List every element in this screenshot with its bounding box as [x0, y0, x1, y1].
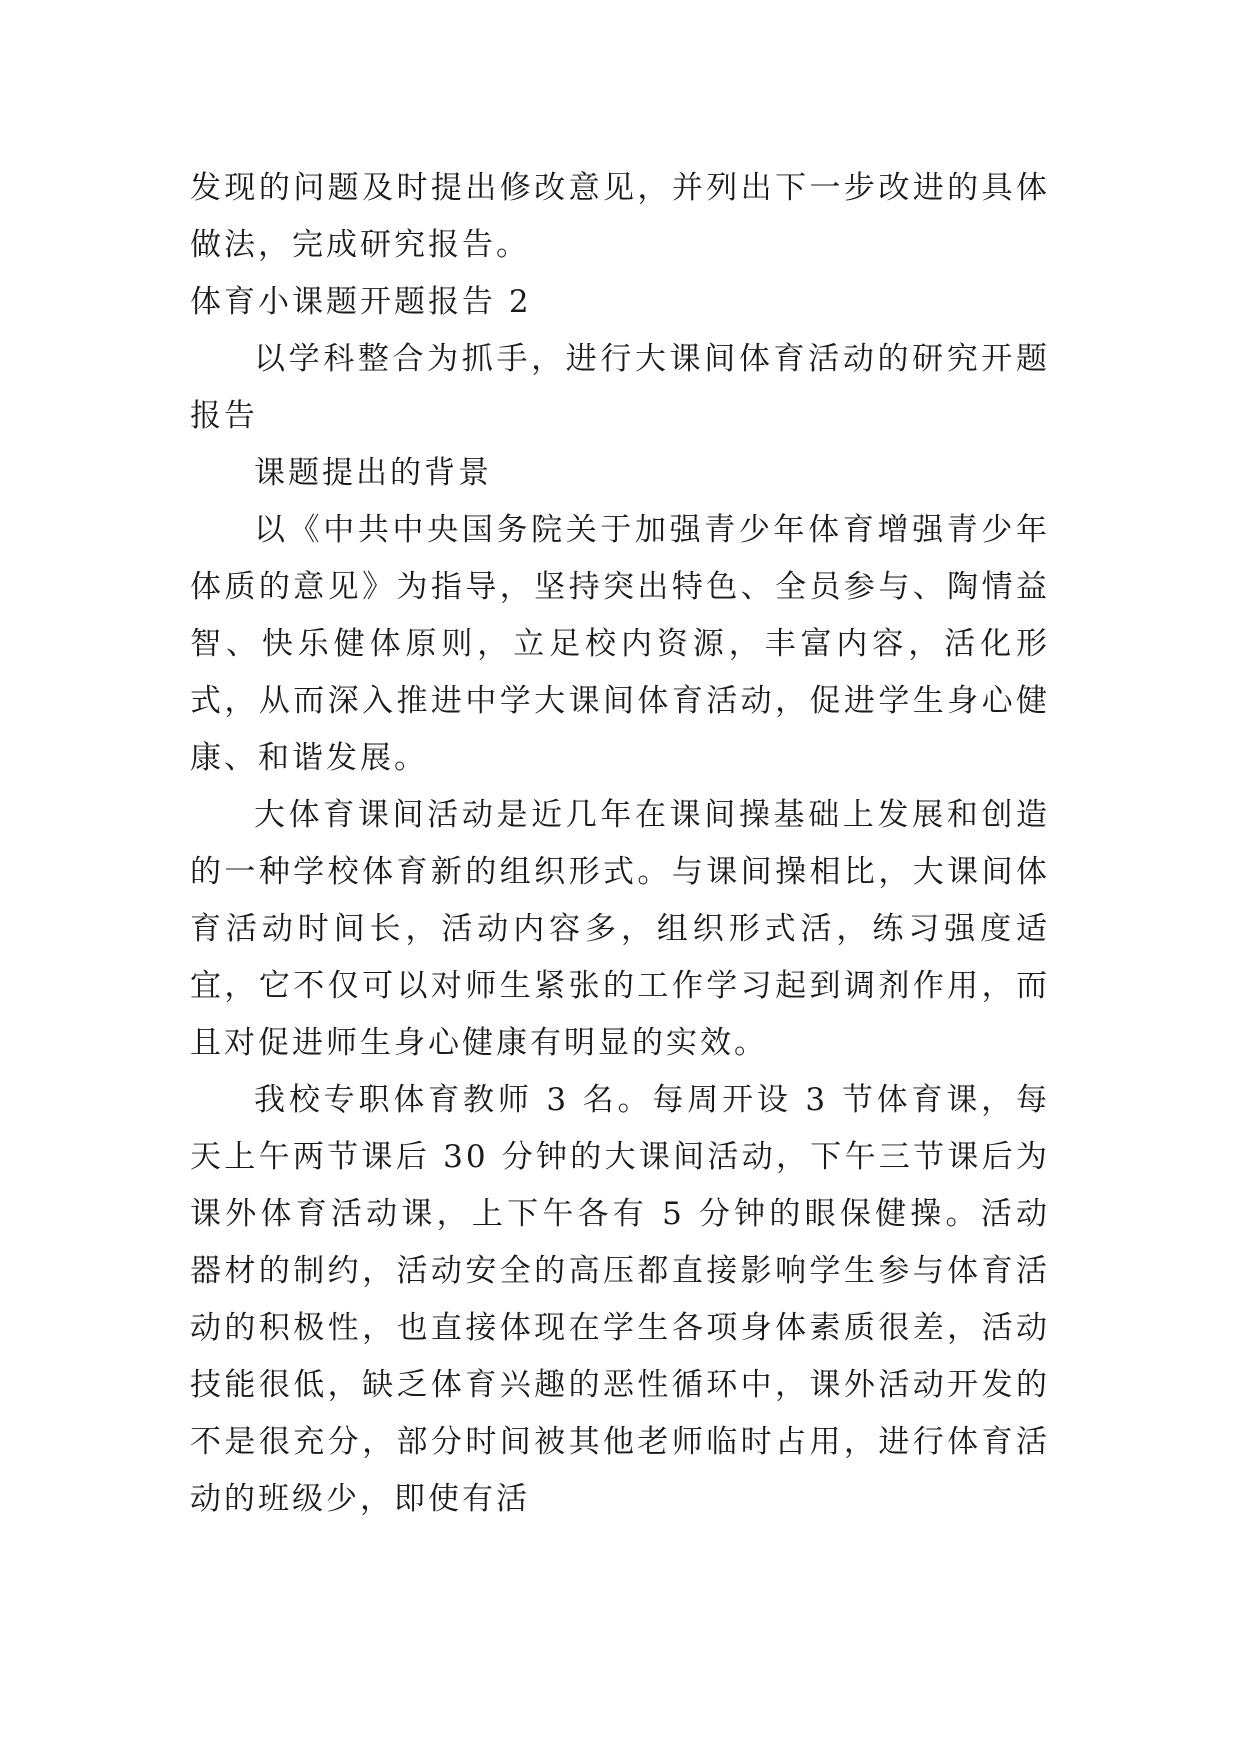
background-heading: 课题提出的背景	[254, 455, 492, 491]
body-paragraph: 以《中共中央国务院关于加强青少年体育增强青少年体质的意见》为指导，坚持突出特色、全员参与、陶情益智、快乐健体原则，立足校内资源，丰富内容，活化形式，从而深入推进中学大课间体育活动，促进学生身心健康、和谐发展。	[190, 512, 1050, 776]
report-subtitle: 以学科整合为抓手，进行大课间体育活动的研究开题报告	[190, 341, 1050, 434]
body-paragraph: 大体育课间活动是近几年在课间操基础上发展和创造的一种学校体育新的组织形式。与课间操相比，大课间体育活动时间长，活动内容多，组织形式活，练习强度适宜，它不仅可以对师生紧张的工作学习起到调剂作用，而且对促进师生身心健康有明显的实效。	[190, 797, 1050, 1061]
section-title: 体育小课题开题报告 2	[190, 284, 532, 320]
document-body	[190, 160, 1050, 1528]
continued-paragraph: 发现的问题及时提出修改意见，并列出下一步改进的具体做法，完成研究报告。	[190, 170, 1050, 263]
body-paragraph: 我校专职体育教师 3 名。每周开设 3 节体育课，每天上午两节课后 30 分钟的大课间活动，下午三节课后为课外体育活动课，上下午各有 5 分钟的眼保健操。活动器材的制约，活动安全的高压都直接影响学生参与体育活动的积极性，也直接体现在学生各项身体素质很差，活动技能很低，缺乏体育兴趣的恶性循环中，课外活动开发的不是很充分，部分时间被其他老师临时占用，进行体育活动的班级少，即使有活	[190, 1082, 1050, 1517]
